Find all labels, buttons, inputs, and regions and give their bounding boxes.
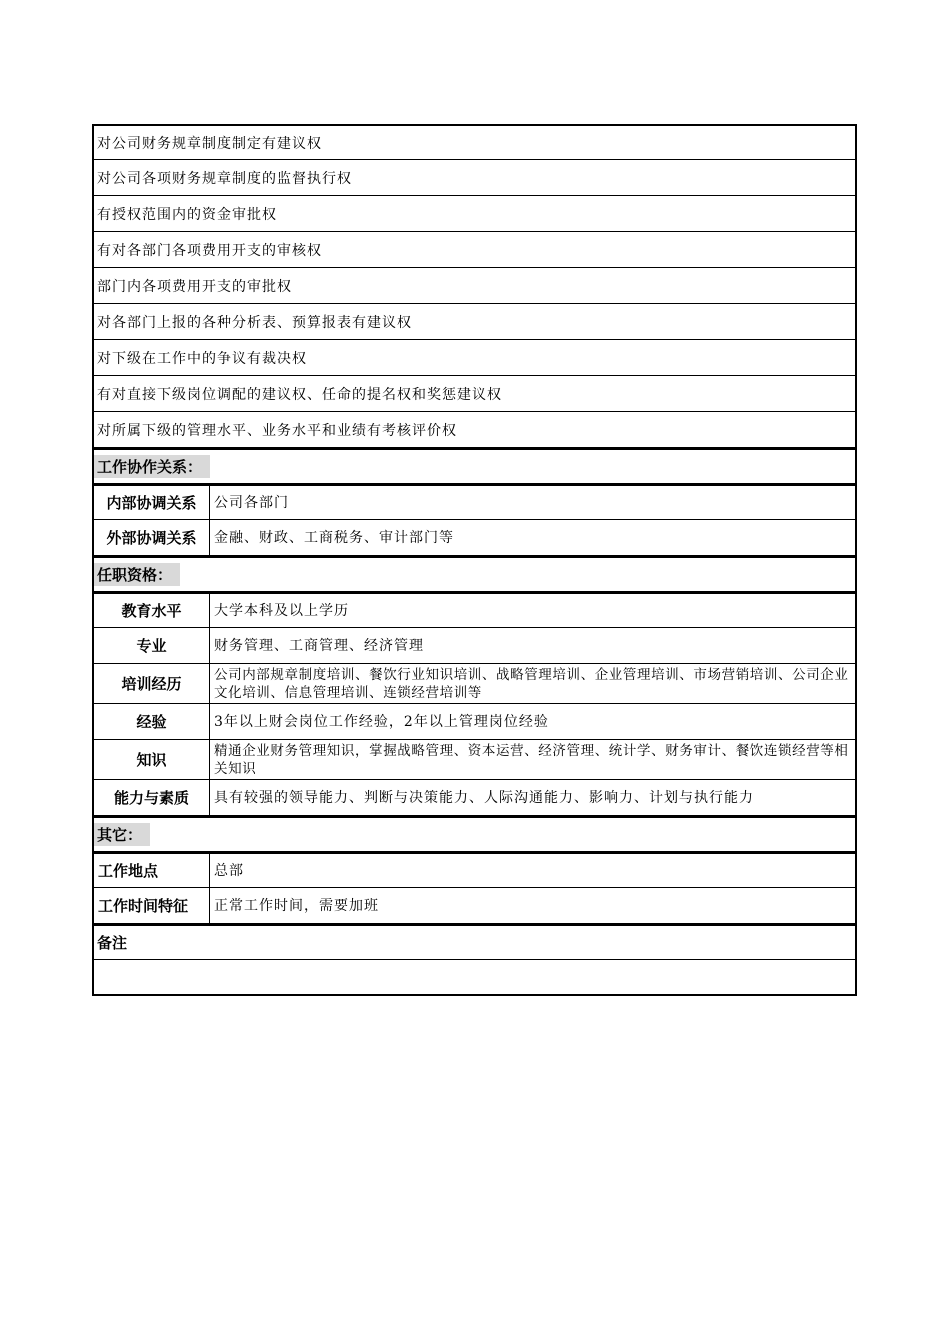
training-row [92, 664, 857, 704]
training-value: 公司内部规章制度培训、餐饮行业知识培训、战略管理培训、企业管理培训、市场营销培训、公司企业文化培训、信息管理培训、连锁经营培训等 [214, 666, 849, 701]
authority-text: 对下级在工作中的争议有裁决权 [97, 350, 307, 367]
knowledge-value: 精通企业财务管理知识，掌握战略管理、资本运营、经济管理、统计学、财务审计、餐饮连锁经营等相关知识 [214, 742, 849, 777]
authority-row [92, 376, 857, 412]
experience-row [92, 704, 857, 740]
remarks-content [92, 960, 857, 996]
authority-text: 对公司财务规章制度制定有建议权 [97, 135, 322, 152]
work-location-label: 工作地点 [94, 854, 210, 887]
education-value: 大学本科及以上学历 [214, 602, 349, 619]
authority-text: 有授权范围内的资金审批权 [97, 206, 277, 223]
authority-row [92, 340, 857, 376]
collaboration-section-header [92, 448, 857, 484]
section-title: 备注 [97, 934, 128, 952]
internal-coordination-value: 公司各部门 [214, 494, 289, 511]
work-hours-row [92, 888, 857, 924]
authority-row [92, 196, 857, 232]
major-row [92, 628, 857, 664]
internal-coordination-label: 内部协调关系 [94, 486, 210, 519]
external-coordination-label: 外部协调关系 [94, 520, 210, 555]
authority-row [92, 160, 857, 196]
authority-text: 对各部门上报的各种分析表、预算报表有建议权 [97, 314, 412, 331]
work-hours-label: 工作时间特征 [94, 888, 210, 923]
internal-coordination-row [92, 484, 857, 520]
authority-row [92, 268, 857, 304]
section-title: 任职资格： [94, 563, 180, 586]
work-location-row [92, 852, 857, 888]
authority-text: 有对直接下级岗位调配的建议权、任命的提名权和奖惩建议权 [97, 386, 502, 403]
experience-label: 经验 [94, 704, 210, 739]
authority-text: 部门内各项费用开支的审批权 [97, 278, 292, 295]
experience-value: 3年以上财会岗位工作经验，2年以上管理岗位经验 [214, 713, 549, 730]
authority-row [92, 124, 857, 160]
education-label: 教育水平 [94, 594, 210, 627]
knowledge-label: 知识 [94, 740, 210, 779]
section-title: 工作协作关系： [94, 455, 210, 478]
major-label: 专业 [94, 628, 210, 663]
job-description-table [92, 124, 857, 996]
section-title: 其它： [94, 823, 150, 846]
qualifications-section-header [92, 556, 857, 592]
authority-text: 对公司各项财务规章制度的监督执行权 [97, 170, 352, 187]
authority-row [92, 412, 857, 448]
ability-row [92, 780, 857, 816]
external-coordination-value: 金融、财政、工商税务、审计部门等 [214, 529, 454, 546]
authority-text: 有对各部门各项费用开支的审核权 [97, 242, 322, 259]
work-location-value: 总部 [214, 862, 244, 879]
education-row [92, 592, 857, 628]
remarks-section-header [92, 924, 857, 960]
authority-row [92, 232, 857, 268]
other-section-header [92, 816, 857, 852]
authority-row [92, 304, 857, 340]
authority-text: 对所属下级的管理水平、业务水平和业绩有考核评价权 [97, 422, 457, 439]
ability-label: 能力与素质 [94, 780, 210, 815]
knowledge-row [92, 740, 857, 780]
ability-value: 具有较强的领导能力、判断与决策能力、人际沟通能力、影响力、计划与执行能力 [214, 789, 754, 806]
work-hours-value: 正常工作时间，需要加班 [214, 897, 379, 914]
external-coordination-row [92, 520, 857, 556]
major-value: 财务管理、工商管理、经济管理 [214, 637, 424, 654]
training-label: 培训经历 [94, 664, 210, 703]
